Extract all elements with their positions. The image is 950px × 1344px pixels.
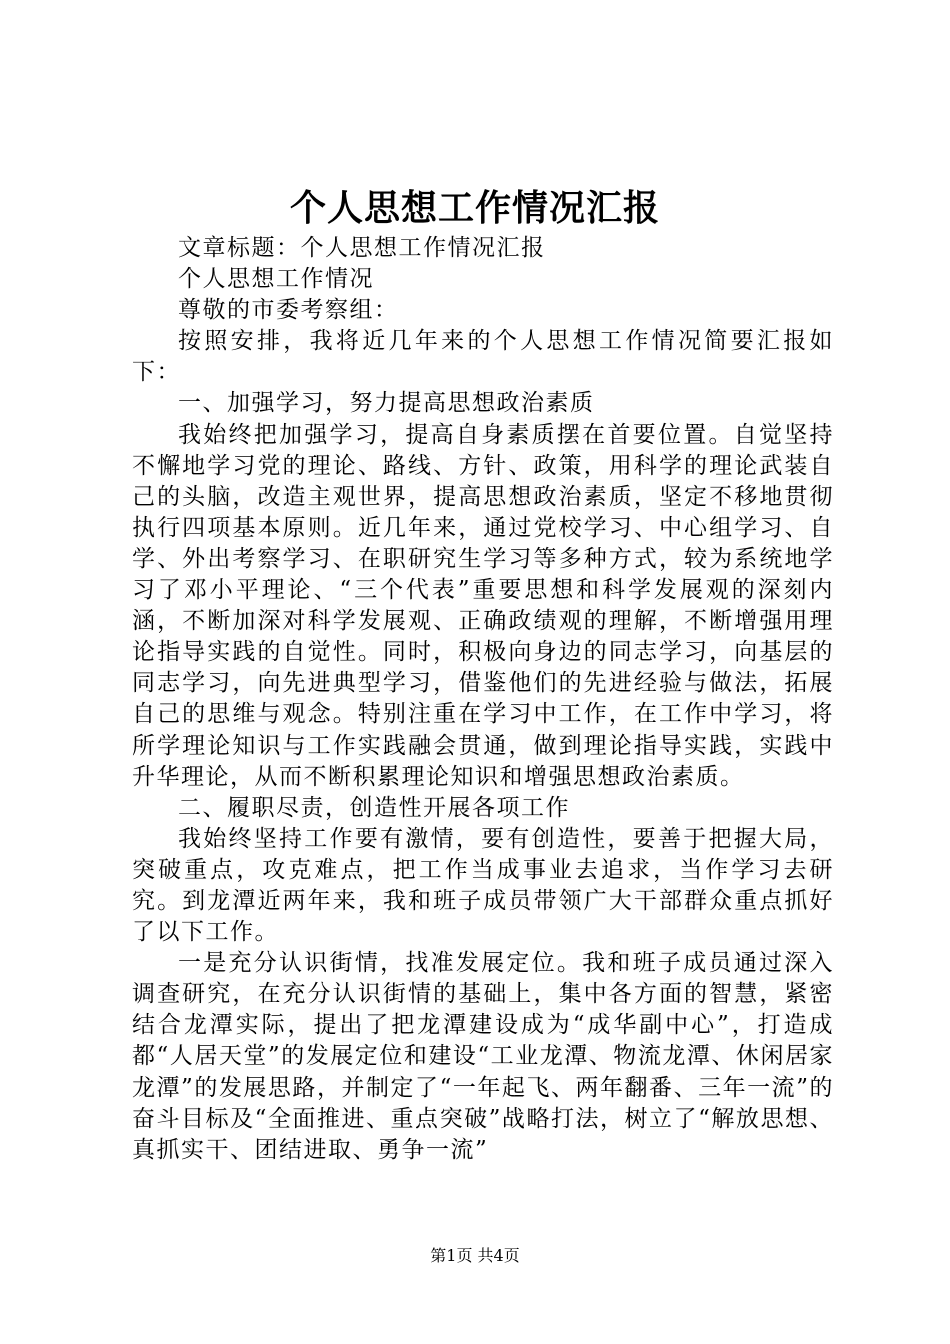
paragraph-subtitle: 个人思想工作情况 <box>178 266 374 293</box>
paragraph-article-title: 文章标题：个人思想工作情况汇报 <box>178 235 546 261</box>
document-title: 个人思想工作情况汇报 <box>289 187 660 229</box>
section-heading-1: 一、加强学习，努力提高思想政治素质 <box>178 390 595 417</box>
paragraph-point-1: 一是充分认识街情，找准发展定位。我和班子成员通过深入调查研究，在充分认识街情的基础上，集中各方面的智慧，紧密结合龙潭实际，提出了把龙潭建设成为“成华副中心”，打造成都“人居天堂”的发展定位和建设“工业龙潭、物流龙潭、休闲居家龙潭”的发展思路，并制定了“一年起飞、两年翻番、三年一流”的奋斗目标及“全面推进、重点突破”战略打法，树立了“解放思想、真抓实干、团结进取、勇争一流” <box>132 950 834 1163</box>
page-number-footer: 第1页 共4页 <box>430 1246 520 1265</box>
paragraph-salutation: 尊敬的市委考察组： <box>178 297 399 324</box>
section-heading-2: 二、履职尽责，创造性开展各项工作 <box>178 794 570 821</box>
paragraph-intro: 按照安排，我将近几年来的个人思想工作情况简要汇报如下： <box>132 328 834 386</box>
paragraph-section-2-body: 我始终坚持工作要有激情，要有创造性，要善于把握大局，突破重点，攻克难点，把工作当成事业去追求，当作学习去研究。到龙潭近两年来，我和班子成员带领广大干部群众重点抓好了以下工作。 <box>132 825 834 946</box>
document-body <box>132 233 834 1166</box>
paragraph-section-1-body: 我始终把加强学习，提高自身素质摆在首要位置。自觉坚持不懈地学习党的理论、路线、方针、政策，用科学的理论武装自己的头脑，改造主观世界，提高思想政治素质，坚定不移地贯彻执行四项基本原则。近几年来，通过党校学习、中心组学习、自学、外出考察学习、在职研究生学习等多种方式，较为系统地学习了邓小平理论、“三个代表”重要思想和科学发展观的深刻内涵，不断加深对科学发展观、正确政绩观的理解，不断增强用理论指导实践的自觉性。同时，积极向身边的同志学习，向基层的同志学习，向先进典型学习，借鉴他们的先进经验与做法，拓展自己的思维与观念。特别注重在学习中工作，在工作中学习，将所学理论知识与工作实践融会贯通，做到理论指导实践，实践中升华理论，从而不断积累理论知识和增强思想政治素质。 <box>132 421 834 790</box>
